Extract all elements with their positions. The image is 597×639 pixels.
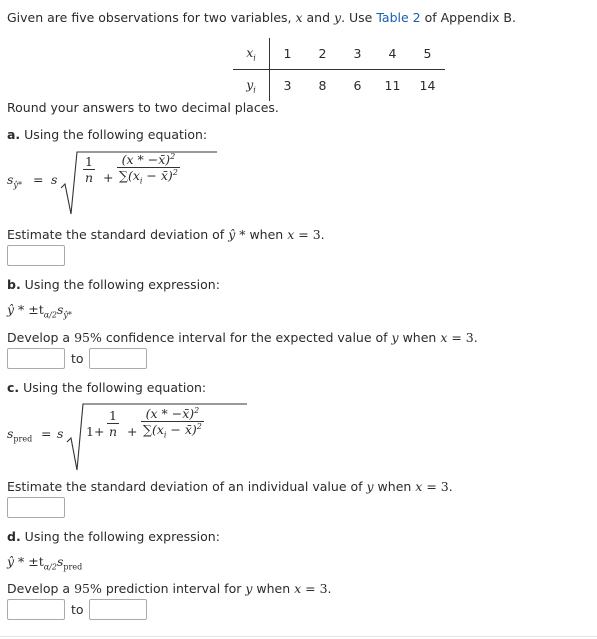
to-label: to bbox=[71, 351, 84, 366]
x-value: 3 bbox=[340, 38, 375, 70]
formula-c: $s_{pred}$ = s 1+ $\frac{1}{n}$ + $\frac{(x * -x̄)^2}{\sum(x_i - x̄)^2}$ bbox=[7, 402, 297, 472]
problem-intro: Given are five observations for two variables, x and y. Use Table 2 of Appendix B. bbox=[7, 10, 516, 25]
y-value: 11 bbox=[384, 78, 401, 93]
part-b-heading: b. Using the following expression: bbox=[7, 277, 220, 292]
observation-table bbox=[233, 38, 445, 101]
y-value: 14 bbox=[419, 78, 436, 93]
y-value: 3 bbox=[283, 78, 292, 93]
answer-b-upper-input[interactable] bbox=[89, 348, 147, 369]
x-value: 4 bbox=[375, 38, 410, 70]
y-header: $y_i$ bbox=[233, 70, 270, 102]
to-label: to bbox=[71, 602, 84, 617]
table-2-link[interactable]: Table 2 bbox=[376, 10, 421, 25]
y-value: 6 bbox=[353, 78, 362, 93]
y-value: 8 bbox=[318, 78, 327, 93]
part-d-question: Develop a 95% prediction interval for y when x = 3. bbox=[7, 581, 332, 596]
answer-a-input[interactable] bbox=[7, 245, 65, 266]
x-value: 5 bbox=[410, 38, 445, 70]
expression-b: ŷ * $\pm t_{\alpha/2}s_{ŷ*}$ bbox=[7, 302, 72, 320]
answer-b-lower-input[interactable] bbox=[7, 348, 65, 369]
x-value: 2 bbox=[305, 38, 340, 70]
part-c-heading: c. Using the following equation: bbox=[7, 380, 207, 395]
round-note: Round your answers to two decimal places. bbox=[7, 100, 279, 115]
part-c-question: Estimate the standard deviation of an individual value of y when x = 3. bbox=[7, 479, 453, 494]
x-value: 1 bbox=[270, 38, 306, 70]
x-header: $x_i$ bbox=[233, 38, 270, 70]
part-b-question: Develop a 95% confidence interval for the expected value of y when x = 3. bbox=[7, 330, 478, 345]
answer-c-input[interactable] bbox=[7, 497, 65, 518]
formula-a: $s_{ŷ*}$ = s $\frac{1}{n}$ + $\frac{(x * -x̄)^2}{\sum(x_i - x̄)^2}$ bbox=[7, 150, 267, 220]
answer-d-upper-input[interactable] bbox=[89, 599, 147, 620]
expression-d: ŷ * $\pm t_{\alpha/2}s_{pred}$ bbox=[7, 554, 83, 572]
part-a-heading: a. Using the following equation: bbox=[7, 127, 208, 142]
answer-d-lower-input[interactable] bbox=[7, 599, 65, 620]
divider bbox=[0, 636, 597, 637]
part-d-heading: d. Using the following expression: bbox=[7, 529, 220, 544]
part-a-question: Estimate the standard deviation of ŷ * when x = 3. bbox=[7, 227, 325, 242]
